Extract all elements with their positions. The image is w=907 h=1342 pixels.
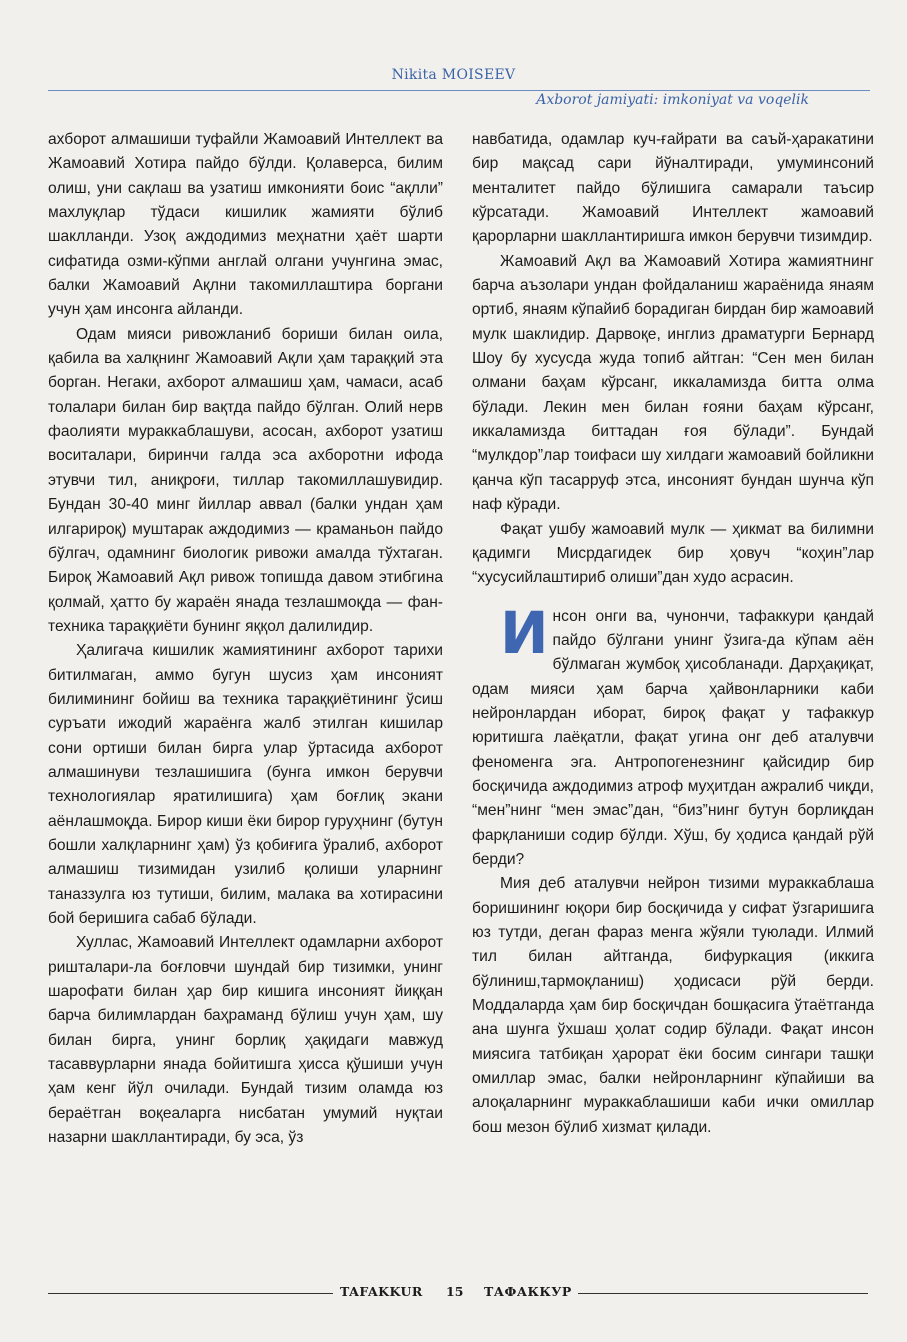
paragraph: Хуллас, Жамоавий Интеллект одамларни ахборот ришталари-ла боғловчи шундай бир тизимки, унинг шарофати билан ҳар бир кишига инсоният йиққан барча билимлардан баҳраманд бўлиш учун ҳам, шу билан бирга, унинг борлиқ ҳақидаги мавжуд тасаввурларни янада бойитишга ҳисса қўшиши учун ҳам кенг йўл очилади. Бундай тизим оламда юз бераётган воқеаларга нисбатан умумий нуқтаи назарни шакллантиради, бу эса, ўз	[48, 934, 443, 1147]
header-rule	[48, 90, 870, 91]
paragraph-text: нсон онги ва, чунончи, тафаккури қандай пайдо бўлгани унинг ўзига-да кўпам аён бўлмаган жумбоқ ҳисобланади. Дарҳақиқат, одам мияси ҳам барча ҳайвонларники каби нейронлардан иборат, бироқ фақат у тафаккур юритишга лаёқатли, фақат угина онг деб аталувчи феноменга эга. Антропогенезнинг қайсидир бир босқичида аждодимиз атроф муҳитдан ажралиб чиқди, “мен”нинг “мен эмас”дан, “биз”нинг бутун борлиқдан фарқланиши содир бўлди. Хўш, бу ҳодиса қандай рўй берди?	[472, 607, 874, 868]
paragraph: Фақат ушбу жамоавий мулк — ҳикмат ва билимни қадимги Мисрдагидек бир ҳовуч “коҳин”лар “хусусийлаштириб олиши”дан худо асрасин.	[472, 520, 874, 587]
article-subtitle: Axborot jamiyati: imkoniyat va voqelik	[536, 92, 809, 108]
right-column	[472, 128, 874, 1140]
section-start-paragraph	[472, 598, 874, 873]
paragraph: Ҳалигача кишилик жамиятининг ахборот тарихи битилмаган, аммо бугун шусиз ҳам инсоният билимининг бойиш ва техника тараққиётининг ўсиш суръати ижодий жараёнга жалб этилган кишилар сони ортиши билан бирга улар ўртасида ахборот алмашинуви тезлашишига (бунга имкон берувчи технологиялар яратилишига) ҳам боғлиқ экани аёнлашмоқда. Бирор киши ёки бирор гуруҳнинг (бутун бошли халқларнинг ҳам) ўз қобиғига ўралиб, ахборот алмашиш тизимидан узилиб қолиши уларнинг таназзулга юз тутиши, билим, малака ва хотирасини бой беришига сабаб бўлади.	[48, 642, 443, 927]
paragraph: Жамоавий Ақл ва Жамоавий Хотира жамиятнинг барча аъзолари ундан фойдаланиш жараёнида янаям ортиб, янаям кўпайиб борадиган бирдан бир жамоавий мулк шаклидир. Дарвоқе, инглиз драматурги Бернард Шоу бу хусусда жуда топиб айтган: “Сен мен билан олмани баҳам кўрсанг, иккаламизда битта олма бўлади. Лекин мен билан ғояни баҳам кўрсанг, иккаламизда биттадан ғоя бўлади”. Бундай “мулкдор”лар тоифаси шу хилдаги жамоавий бойликни қанча кўп тасарруф этса, инсоният бундан шунча кўп наф кўради.	[472, 252, 875, 514]
paragraph: навбатида, одамлар куч-ғайрати ва саъй-ҳаракатини бир мақсад сари йўналтиради, умуминсоний менталитет пайдо бўлишига самарали таъсир кўрсатади. Жамоавий Интеллект жамоавий қарорларни шакллантиришга имкон берувчи тизимдир.	[472, 131, 874, 246]
paragraph: ахборот алмашиши туфайли Жамоавий Интеллект ва Жамоавий Хотира пайдо бўлди. Қолаверса, билим олиш, уни сақлаш ва узатиш имконияти боис “ақлли” махлуқлар тўдаси кишилик жамияти бўлиб шаклланди. Узоқ аждодимиз меҳнатни ҳаёт шарти сифатида озми-кўпми англай олгани учунгина эмас, балки Жамоавий Ақлни такомиллаштира боргани учун ҳам инсонга айланди.	[48, 131, 443, 319]
page-number: 15	[446, 1284, 464, 1299]
footer-rule-left	[48, 1293, 333, 1294]
magazine-name-latin: TAFAKKUR	[340, 1284, 423, 1299]
paragraph: Одам мияси ривожланиб бориши билан оила, қабила ва халқнинг Жамоавий Ақли ҳам тараққий эта борган. Негаки, ахборот алмашиш ҳам, чамаси, асаб толалари билан бир вақтда пайдо бўлган. Олий нерв фаолияти мураккаблашуви, асосан, ахборот узатиш воситалари, биринчи галда эса ахборотни ифода этувчи тил, аниқроғи, тиллар такомиллашувидир. Бундан 30-40 минг йиллар аввал (балки ундан ҳам илгарироқ) муштарак аждодимиз — краманьон пайдо бўлгач, одамнинг биологик ривожи амалда тўхтаган. Бироқ Жамоавий Ақл ривож топишда давом этибгина қолмай, ҳатто бу жараён янада тезлашмоқда — фан-техника тараққиёти бунинг яққол далилидир.	[48, 325, 443, 635]
drop-cap: И	[500, 598, 549, 667]
page-footer	[0, 1283, 907, 1303]
author-name: Nikita MOISEEV	[391, 67, 516, 83]
left-column	[48, 128, 443, 1150]
magazine-name-cyrillic: ТАФАККУР	[484, 1284, 572, 1299]
footer-rule-right	[578, 1293, 868, 1294]
paragraph: Мия деб аталувчи нейрон тизими мураккаблаша боришининг юқори бир босқичида у сифат ўзгаришига юз тутди, деган фараз менга жўяли туюлади. Илмий тил билан айтганда, бифуркация (иккига бўлиниш,тармоқланиш) ҳодисаси рўй берди. Моддаларда ҳам бир босқичдан бошқасига ўтаётганда ана шунга ўхшаш ҳолат содир бўлади. Фақат инсон миясига татбиқан ҳарорат ёки босим сингари ташқи омиллар эмас, балки нейронларнинг кўпайиши ва алоқаларнинг мураккаблашиши каби ички омиллар бош мезон бўлиб хизмат қилади.	[472, 875, 874, 1136]
